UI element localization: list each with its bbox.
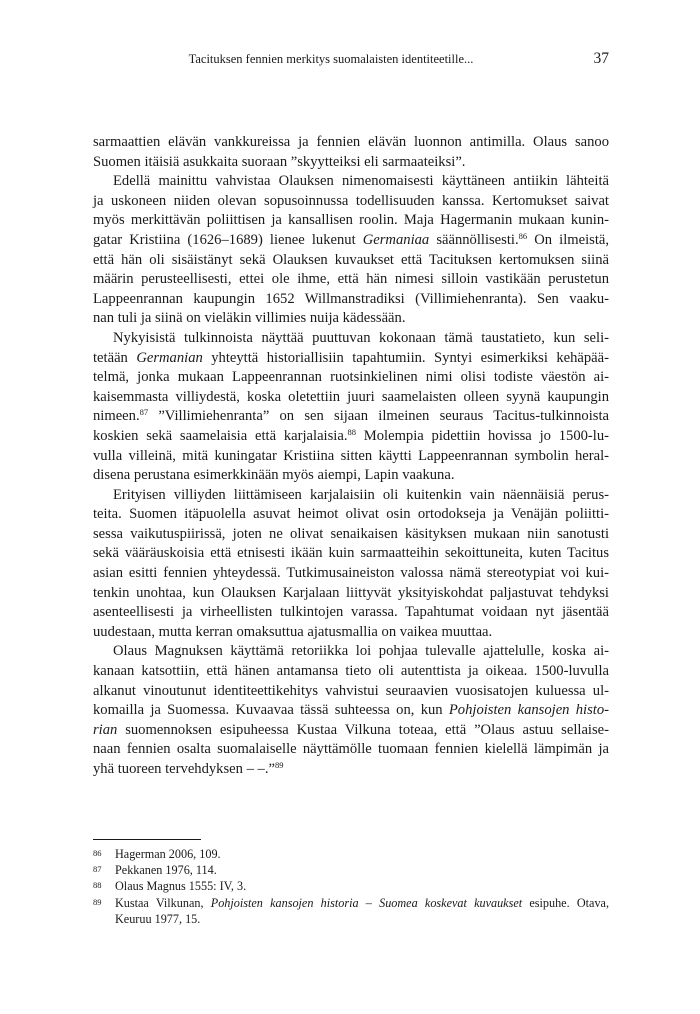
text-line: [93, 760, 609, 780]
footnote-reference[interactable]: 86: [518, 230, 528, 241]
text-line: [93, 721, 609, 741]
italic-title: Pohjoisten kansojen historia – Suomea koskevat kuvaukset: [210, 895, 523, 910]
text-line: määrin perusteellisesti, ettei ole ihme, että hän nimesi silloin vastikään perustetun: [93, 271, 609, 288]
text-line: tenkin unohtaa, kun Olauksen Karjalaan liittyvät yksityiskohdat paljastuvat tehdyksi: [93, 584, 609, 601]
text-run: koskien sekä saamelaisia että karjalaisia.: [93, 427, 348, 444]
text-line: telmä, jonka mukaan Lappeenrannan ruotsinkielinen nimi olisi todiste väestön ai-: [93, 369, 609, 386]
text-line: [93, 701, 609, 721]
text-run: gatar Kristiina (1626–1689) lienee lukenut: [93, 231, 363, 248]
footnote-text: Pekkanen 1976, 114.: [115, 863, 217, 878]
text-line: uudestaan, mutta kerran omaksuttua ajatusmallia on vaikea muuttaa.: [93, 623, 493, 640]
footnotes: [93, 846, 609, 927]
text-line: [93, 231, 609, 251]
footnote-text: [115, 895, 609, 927]
text-line: vulla villeinä, mitä kuningatar Kristiina sitten käytti Lappeenrannan symbolin heral-: [93, 447, 609, 464]
text-line: teita. Suomen itäpuolella asuvat heimot olivat osin ortodokseja ja Venäjän poliitti-: [93, 506, 609, 523]
text-line: nan tuli ja siinä on vieläkin villimies nuija kädessään.: [93, 310, 406, 327]
footnote-reference[interactable]: 87: [139, 407, 149, 418]
text-line: Olaus Magnuksen käyttämä retoriikka loi pohjaa tulevalle ajattelulle, koska ai-: [113, 643, 609, 660]
text-line: Erityisen villiyden liittämiseen karjalaisiin oli kuitenkin vain näennäisiä perus-: [113, 486, 609, 503]
footnote-number: 87: [93, 864, 102, 875]
text-line: kaisemmasta villiydestä, koska oletettiin juuri saamelaisten olleen syynä kaupungin: [93, 388, 609, 405]
text-line: myös merkittävän poliittisen ja kansallisen roolin. Maja Hagermanin mukaan kunin-: [93, 212, 609, 229]
text-line: Nykyisistä tulkinnoista näyttää puuttuvan kokonaan tämä taustatieto, kun seli-: [113, 329, 609, 346]
text-line: kanaan katsottiin, että hänen antamansa tieto oli autenttista ja oikeaa. 1500-luvulla: [93, 663, 609, 680]
text-line: Lappeenrannan kaupungin 1652 Willmanstradiksi (Villimiehenranta). Sen vaaku-: [93, 290, 609, 307]
text-run: komailla ja Suomessa. Kuvaavaa tässä suhteessa on, kun: [93, 702, 449, 719]
text-line: alkanut vinoutunut identiteettikehitys vahvistui seuraavien vuosisatojen kuluessa ul-: [93, 682, 609, 699]
footnote-number: 89: [93, 896, 102, 907]
text-run: Kustaa Vilkunan,: [115, 895, 211, 910]
text-line: asian esitti fennien yhteydessä. Tutkimusaineiston valossa nämä stereotypiat voi kui-: [93, 565, 609, 582]
text-line: [93, 349, 609, 369]
text-run: ”Villimiehenranta” on sen sijaan ilmeinen seuraus Tacitus-tulkinnoista: [148, 408, 609, 425]
footnote-number: 86: [93, 848, 102, 858]
text-line: sessa vaikutuspiirissä, joten ne olivat senaikaisen käsityksen mukaan niin sanotusti: [93, 525, 609, 542]
paragraph-3: [93, 329, 609, 486]
text-line: [93, 407, 609, 427]
footnote: [93, 846, 609, 862]
text-line: disena perustana esimerkkinään myös aiempi, Lapin vaakuna.: [93, 467, 455, 484]
text-run: nimeen.: [93, 408, 140, 425]
footnote-line: Keuruu 1977, 15.: [115, 911, 201, 926]
running-title: Tacituksen fennien merkitys suomalaisten identiteetille...: [188, 52, 474, 66]
text-line: että hän oli sisäistänyt sekä Olauksen kuvaukset että Tacituksen kertomuksen siinä: [93, 251, 609, 268]
text-line: naan fennien osalta suomalaiselle näyttämölle tuomaan fennien kielellä lämpimän ja: [93, 741, 609, 758]
page-header: [93, 52, 609, 72]
italic-title: rian: [93, 721, 118, 738]
text-run: Molempia pidettiin hovissa jo 1500-lu-: [355, 427, 609, 444]
italic-title: Pohjoisten kansojen histo-: [448, 702, 610, 719]
text-run: suomennoksen esipuheessa Kustaa Vilkuna toteaa, että ”Olaus astuu sellaise-: [117, 721, 609, 738]
text-line: [93, 427, 609, 447]
text-line: sekä vääräuskoisia että etnisesti ikään kuin sarmaatteihin sekoittuneita, kuten Tacitus: [93, 545, 609, 562]
text-line: sarmaattien elävän vankkureissa ja fennien elävän luonnon antimilla. Olaus sanoo: [93, 134, 609, 150]
text-run: On ilmeistä,: [527, 231, 609, 248]
footnote-text: Olaus Magnus 1555: IV, 3.: [115, 879, 247, 894]
paragraph-4: [93, 486, 609, 643]
footnote-line: [115, 895, 609, 911]
text-run: tetään: [93, 349, 137, 366]
footnote: [93, 862, 609, 878]
text-line: Suomen itäisiä asukkaita suoraan ”skyytteiksi eli sarmaateiksi”.: [93, 153, 466, 170]
footnote-reference[interactable]: 89: [274, 760, 284, 770]
footnote-number: 88: [93, 880, 102, 891]
text-run: yhteyttä historiallisiin tapahtumiin. Syntyi esimerkiksi kehäpää-: [202, 349, 610, 366]
footnote-reference[interactable]: 88: [347, 426, 356, 437]
paragraph-2: [93, 172, 609, 329]
footnote: [93, 895, 609, 927]
page-number: 37: [593, 50, 609, 67]
text-run: yhä tuoreen tervehdyksen – –.”: [93, 761, 275, 777]
footnote-text: Hagerman 2006, 109.: [115, 847, 221, 861]
body-text: [93, 133, 609, 780]
text-run: esipuhe. Otava,: [522, 895, 610, 910]
text-line: ja uskoneen niiden olevan sopusoinnussa todellisuuden kanssa. Kertomukset saivat: [93, 192, 609, 209]
footnote: [93, 878, 609, 894]
italic-title: Germaniaa: [362, 231, 430, 248]
text-run: säännöllisesti.: [429, 231, 519, 248]
italic-title: Germanian: [136, 349, 203, 366]
text-line: Edellä mainittu vahvistaa Olauksen nimenomaisesti käyttäneen antiikin lähteitä: [113, 173, 609, 190]
paragraph-1: [93, 133, 609, 172]
footnote-separator: [93, 839, 201, 840]
text-line: asenteellisesti ja virheellisten tulkintojen varassa. Tapahtumat voidaan nyt jäsentää: [93, 604, 609, 621]
paragraph-5: [93, 642, 609, 779]
